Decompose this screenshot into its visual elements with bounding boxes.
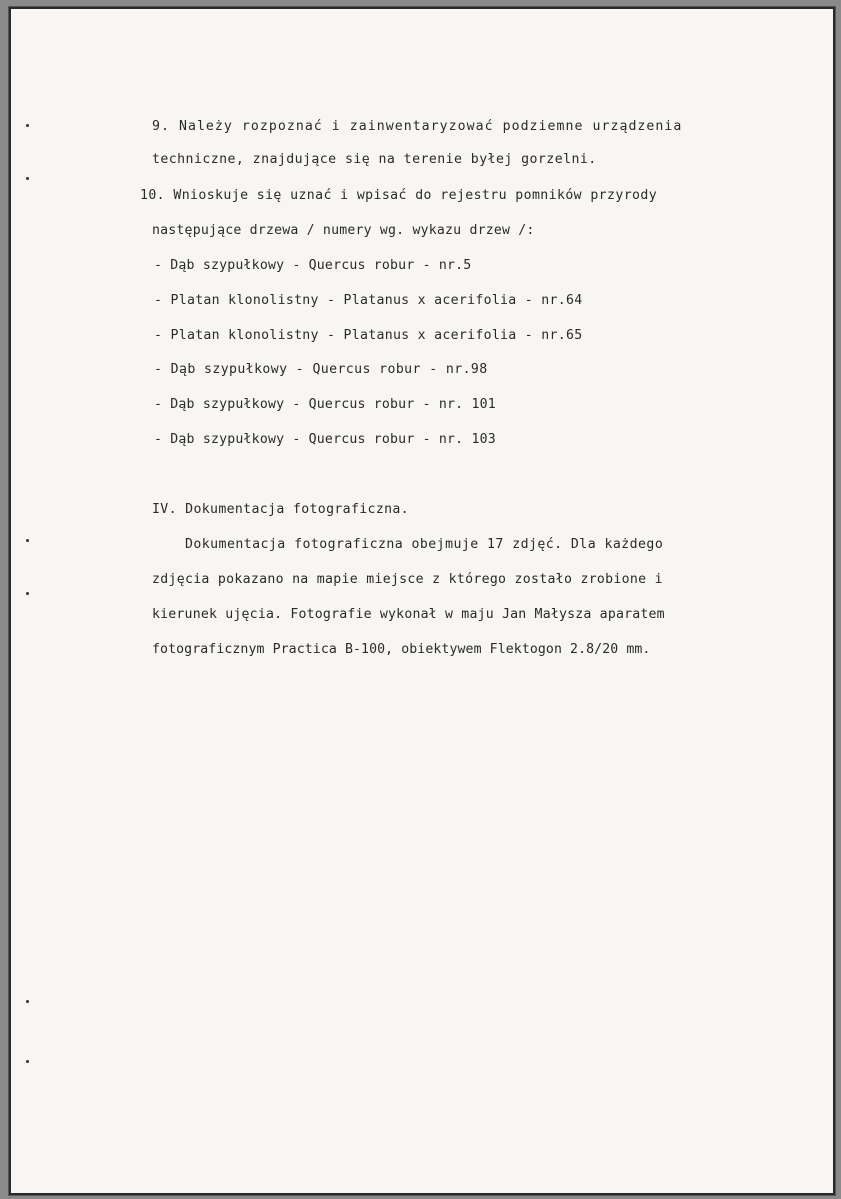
text-line: techniczne, znajdujące się na terenie byłej gorzelni. (152, 152, 597, 167)
section-heading: IV. Dokumentacja fotograficzna. (152, 502, 409, 517)
edge-mark (26, 592, 29, 595)
tree-list-item: - Dąb szypułkowy - Quercus robur - nr. 103 (154, 432, 496, 447)
edge-mark (26, 124, 29, 127)
text-line: 10. Wnioskuje się uznać i wpisać do rejestru pomników przyrody (140, 188, 658, 203)
text-line: następujące drzewa / numery wg. wykazu drzew /: (152, 223, 535, 238)
edge-mark (26, 539, 29, 542)
text-line: 9. Należy rozpoznać i zainwentaryzować podziemne urządzenia (152, 119, 683, 134)
edge-mark (26, 1060, 29, 1063)
document-page (8, 6, 836, 1196)
edge-mark (26, 1000, 29, 1003)
edge-mark (26, 177, 29, 180)
tree-list-item: - Dąb szypułkowy - Quercus robur - nr.98 (154, 362, 488, 377)
tree-list-item: - Dąb szypułkowy - Quercus robur - nr. 101 (154, 397, 496, 412)
text-line: kierunek ujęcia. Fotografie wykonał w maju Jan Małysza aparatem (152, 607, 665, 622)
text-line: fotograficznym Practica B-100, obiektywem Flektogon 2.8/20 mm. (152, 642, 651, 657)
tree-list-item: - Dąb szypułkowy - Quercus robur - nr.5 (154, 258, 472, 273)
tree-list-item: - Platan klonolistny - Platanus x acerifolia - nr.65 (154, 328, 583, 343)
text-line: Dokumentacja fotograficzna obejmuje 17 zdjęć. Dla każdego (185, 537, 664, 552)
tree-list-item: - Platan klonolistny - Platanus x acerifolia - nr.64 (154, 293, 583, 308)
text-line: zdjęcia pokazano na mapie miejsce z którego zostało zrobione i (152, 572, 663, 587)
